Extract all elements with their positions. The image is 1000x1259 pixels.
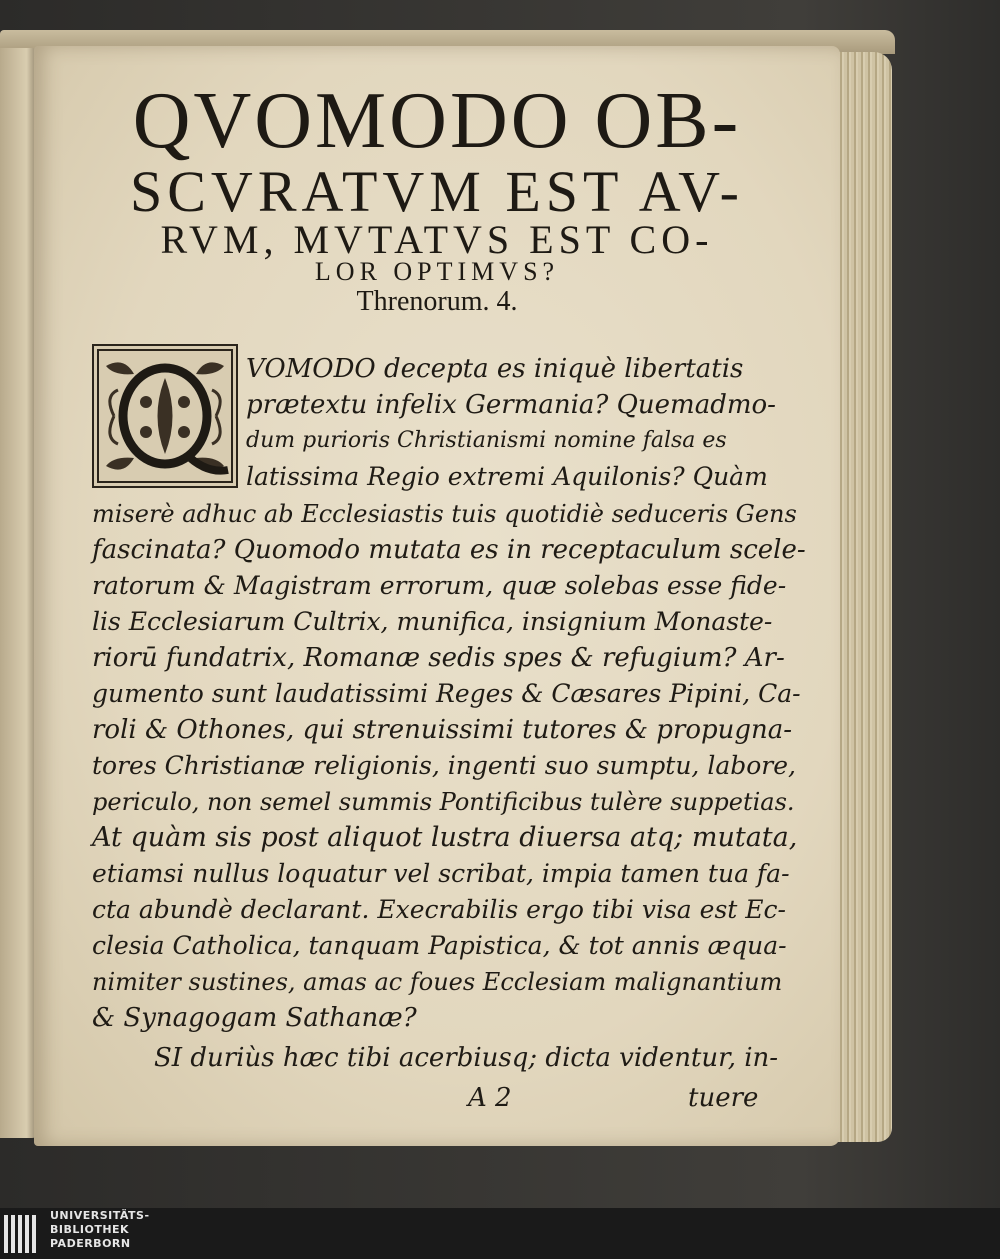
- body-line-18: nimiter sustines, amas ac foues Ecclesiam malignantium: [92, 968, 783, 996]
- body-line-12: tores Christianæ religionis, ingenti suo sumptu, labore,: [92, 751, 796, 780]
- logo-line-1: UNIVERSITÄTS-: [50, 1209, 150, 1222]
- library-logo-icon: [2, 1211, 42, 1257]
- body-line-17: clesia Catholica, tanquam Papistica, & tot annis æqua-: [92, 931, 787, 960]
- body-line-11: roli & Othones, qui strenuissimi tutores & propugna-: [92, 715, 793, 745]
- body-line-6: fascinata? Quomodo mutata es in receptaculum scele-: [92, 535, 806, 565]
- body-line-16: cta abundè declarant. Execrabilis ergo tibi visa est Ec-: [92, 895, 786, 924]
- body-line-20: SI duriùs hæc tibi acerbiusq; dicta videntur, in-: [154, 1043, 779, 1073]
- body-line-8: lis Ecclesiarum Cultrix, munifica, insignium Monaste-: [92, 607, 773, 636]
- body-line-2: prætextu infelix Germania? Quemadmo-: [246, 390, 776, 420]
- title-line-4: LOR OPTIMVS?: [314, 257, 560, 286]
- catchword: tuere: [688, 1083, 759, 1113]
- title-reference: Threnorum. 4.: [356, 286, 518, 317]
- body-line-5: miserè adhuc ab Ecclesiastis tuis quotidiè seduceris Gens: [92, 500, 797, 528]
- title-line-2: SCVRATVM EST AV-: [129, 159, 744, 224]
- body-line-13: periculo, non semel summis Pontificibus tulère suppetias.: [92, 788, 795, 816]
- body-line-9: riorū fundatrix, Romanæ sedis spes & refugium? Ar-: [92, 643, 785, 673]
- logo-line-2: BIBLIOTHEK: [50, 1223, 130, 1236]
- body-line-1: VOMODO decepta es iniquè libertatis: [246, 354, 744, 384]
- library-logo-text: [50, 1209, 150, 1251]
- decorated-initial-q-icon: [92, 344, 238, 488]
- left-page-edge: [0, 48, 38, 1138]
- body-line-19: & Synagogam Sathanæ?: [92, 1003, 417, 1033]
- body-line-15: etiamsi nullus loquatur vel scribat, impia tamen tua fa-: [92, 859, 790, 888]
- body-line-7: ratorum & Magistram errorum, quæ solebas esse fide-: [92, 571, 787, 600]
- title-line-3: RVM, MVTATVS EST CO-: [160, 217, 714, 262]
- library-logo-bar: [0, 1208, 1000, 1259]
- body-line-3: dum purioris Christianismi nomine falsa es: [246, 428, 727, 453]
- body-line-10: gumento sunt laudatissimi Reges & Cæsares Pipini, Ca-: [92, 679, 801, 708]
- body-line-14: At quàm sis post aliquot lustra diuersa atq; mutata,: [92, 822, 798, 853]
- page-signature: A 2: [468, 1083, 512, 1113]
- logo-line-3: PADERBORN: [50, 1237, 131, 1250]
- body-line-4: latissima Regio extremi Aquilonis? Quàm: [246, 462, 768, 491]
- title-line-1: QVOMODO OB-: [132, 77, 742, 165]
